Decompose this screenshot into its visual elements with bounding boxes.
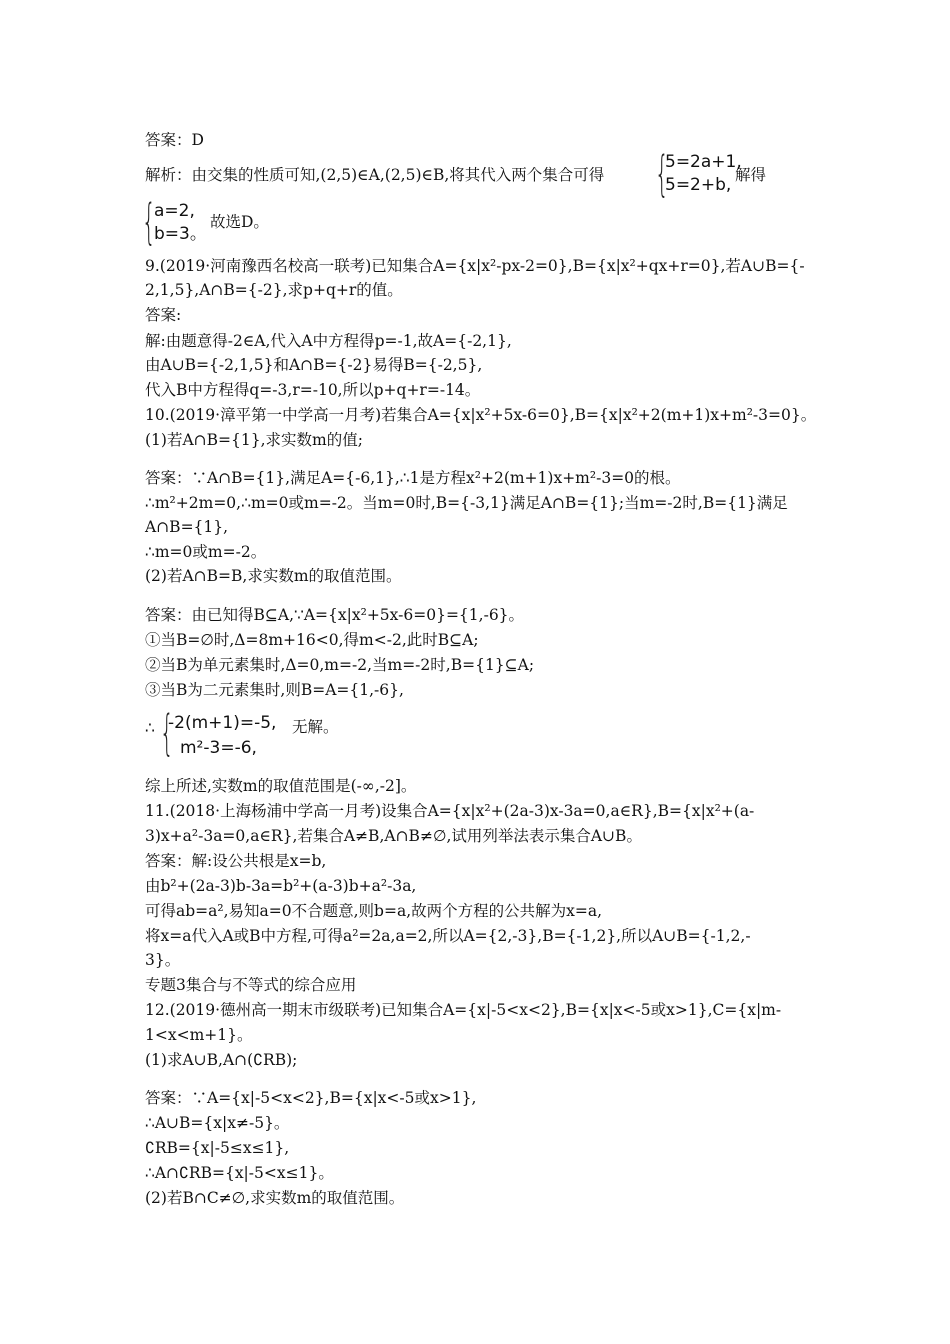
left-brace-icon: {: [142, 194, 156, 250]
system-equation: -2(m+1)=-5,: [168, 713, 277, 733]
solution-line: A∩B={1},: [145, 518, 229, 536]
question-line: (1)求A∪B,A∩(∁RB);: [145, 1051, 298, 1069]
solution-line: ∴m²+2m=0,∴m=0或m=-2。当m=0时,B={-3,1}满足A∩B={1};当m=-2时,B={1}满足: [145, 494, 788, 512]
question-line: 11.(2018·上海杨浦中学高一月考)设集合A={x|x²+(2a-3)x-3a=0,a∈R},B={x|x²+(a-: [145, 802, 755, 820]
question-line: 9.(2019·河南豫西名校高一联考)已知集合A={x|x²-px-2=0},B={x|x²+qx+r=0},若A∪B={-: [145, 257, 805, 275]
system-tail-text: 无解。: [292, 718, 339, 736]
solution-line: 答案：∵A={x|-5<x<2},B={x|x<-5或x>1},: [145, 1089, 477, 1107]
analysis-line: 解析：由交集的性质可知,(2,5)∈A,(2,5)∈B,将其代入两个集合可得: [145, 166, 605, 184]
solution-line: 答案：∵A∩B={1},满足A={-6,1},∴1是方程x²+2(m+1)x+m²-3=0的根。: [145, 469, 681, 487]
left-brace-icon: {: [160, 705, 174, 761]
question-line: 1<x<m+1}。: [145, 1026, 253, 1044]
question-line: (1)若A∩B={1},求实数m的值;: [145, 431, 363, 449]
system-equation: b=3。: [154, 224, 207, 244]
solution-line: ②当B为单元素集时,Δ=0,m=-2,当m=-2时,B={1}⊆A;: [145, 656, 535, 674]
therefore-symbol: ∴: [145, 719, 155, 737]
solution-line: 3}。: [145, 951, 181, 969]
solution-line: ③当B为二元素集时,则B=A={1,-6},: [145, 681, 404, 699]
solution-line: 代入B中方程得q=-3,r=-10,所以p+q+r=-14。: [145, 381, 481, 399]
left-brace-icon: {: [655, 146, 669, 202]
solution-line: ∴A∩∁RB={x|-5<x≤1}。: [145, 1164, 334, 1182]
solution-line: 由b²+(2a-3)b-3a=b²+(a-3)b+a²-3a,: [145, 877, 417, 895]
solution-line: 答案：由已知得B⊆A,∵A={x|x²+5x-6=0}={1,-6}。: [145, 606, 525, 624]
equation-system-1: [655, 148, 795, 200]
solution-line: 答案：解:设公共根是x=b,: [145, 852, 327, 870]
solution-line: 综上所述,实数m的取值范围是(-∞,-2]。: [145, 777, 417, 795]
solution-line: 可得ab=a²,易知a=0不合题意,则b=a,故两个方程的公共解为x=a,: [145, 902, 603, 920]
solution-line: 将x=a代入A或B中方程,可得a²=2a,a=2,所以A={2,-3},B={-1,2},所以A∪B={-1,2,-: [145, 927, 751, 945]
question-line: 12.(2019·德州高一期末市级联考)已知集合A={x|-5<x<2},B={x|x<-5或x>1},C={x|m-: [145, 1001, 782, 1019]
question-line: (2)若B∩C≠∅,求实数m的取值范围。: [145, 1189, 405, 1207]
solution-line: ∴m=0或m=-2。: [145, 543, 267, 561]
answer-label: 答案:: [145, 306, 182, 324]
question-line: 2,1,5},A∩B={-2},求p+q+r的值。: [145, 281, 403, 299]
question-line: 10.(2019·漳平第一中学高一月考)若集合A={x|x²+5x-6=0},B={x|x²+2(m+1)x+m²-3=0}。: [145, 406, 817, 424]
system-equation: 5=2+b,: [665, 175, 732, 195]
question-line: (2)若A∩B=B,求实数m的取值范围。: [145, 567, 402, 585]
system-equation: 5=2a+1,: [665, 152, 742, 172]
solution-line: 解:由题意得-2∈A,代入A中方程得p=-1,故A={-2,1},: [145, 332, 512, 350]
solution-line: 由A∪B={-2,1,5}和A∩B={-2}易得B={-2,5},: [145, 356, 483, 374]
question-line: 3)x+a²-3a=0,a∈R},若集合A≠B,A∩B≠∅,试用列举法表示集合A∪B。: [145, 827, 642, 845]
solution-line: ①当B=∅时,Δ=8m+16<0,得m<-2,此时B⊆A;: [145, 631, 479, 649]
system-tail-text: 故选D。: [210, 213, 269, 231]
solution-line: ∁RB={x|-5≤x≤1},: [145, 1139, 290, 1157]
section-heading: 专题3集合与不等式的综合应用: [145, 976, 357, 994]
system-equation: a=2,: [154, 201, 195, 221]
system-equation: m²-3=-6,: [180, 738, 257, 758]
solution-line: ∴A∪B={x|x≠-5}。: [145, 1114, 290, 1132]
answer-line: 答案：D: [145, 131, 204, 149]
system-tail-text: 解得: [735, 166, 767, 184]
